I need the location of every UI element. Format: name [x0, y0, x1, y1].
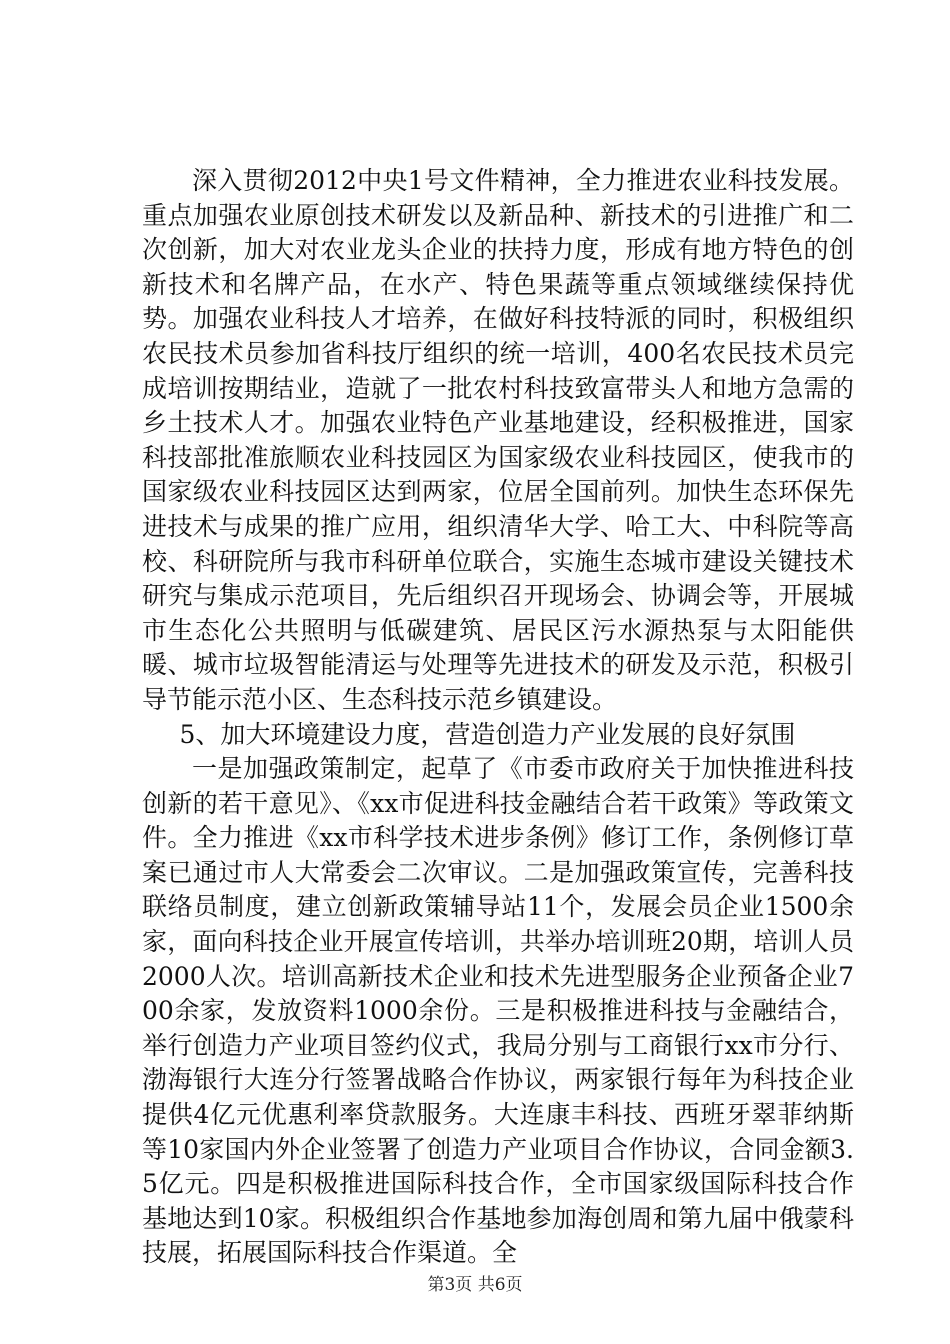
page-number-footer: 第3页 共6页: [427, 1275, 523, 1295]
paragraph-agriculture-tech: 深入贯彻2012中央1号文件精神，全力推进农业科技发展。重点加强农业原创技术研发以及新品种、新技术的引进推广和二次创新，加大对农业龙头企业的扶持力度，形成有地方特色的创新技术和名牌产品，在水产、特色果蔬等重点领域继续保持优势。加强农业科技人才培养，在做好科技特派的同时，积极组织农民技术员参加省科技厅组织的统一培训，400名农民技术员完成培训按期结业，造就了一批农村科技致富带头人和地方急需的乡土技术人才。加强农业特色产业基地建设，经积极推进，国家科技部批准旅顺农业科技园区为国家级农业科技园区，使我市的国家级农业科技园区达到两家，位居全国前列。加快生态环保先进技术与成果的推广应用，组织清华大学、哈工大、中科院等高校、科研院所与我市科研单位联合，实施生态城市建设关键技术研究与集成示范项目，先后组织召开现场会、协调会等，开展城市生态化公共照明与低碳建筑、居民区污水源热泵与太阳能供暖、城市垃圾智能清运与处理等先进技术的研发及示范，积极引导节能示范小区、生态科技示范乡镇建设。: [142, 166, 854, 714]
section-heading-environment: 5、加大环境建设力度，营造创造力产业发展的良好氛围: [179, 719, 796, 749]
paragraph-policy-measures: 一是加强政策制定，起草了《市委市政府关于加快推进科技创新的若干意见》、《xx市促进科技金融结合若干政策》等政策文件。全力推进《xx市科学技术进步条例》修订工作，条例修订草案已通过市人大常委会二次审议。二是加强政策宣传，完善科技联络员制度，建立创新政策辅导站11个，发展会员企业1500余家，面向科技企业开展宣传培训，共举办培训班20期，培训人员2000人次。培训高新技术企业和技术先进型服务企业预备企业700余家，发放资料1000余份。三是积极推进科技与金融结合，举行创造力产业项目签约仪式，我局分别与工商银行xx市分行、渤海银行大连分行签署战略合作协议，两家银行每年为科技企业提供4亿元优惠利率贷款服务。大连康丰科技、西班牙翠菲纳斯等10家国内外企业签署了创造力产业项目合作协议，合同金额3.5亿元。四是积极推进国际科技合作，全市国家级国际科技合作基地达到10家。积极组织合作基地参加海创周和第九届中俄蒙科技展，拓展国际科技合作渠道。全: [142, 754, 854, 1268]
document-body: [142, 164, 854, 1271]
